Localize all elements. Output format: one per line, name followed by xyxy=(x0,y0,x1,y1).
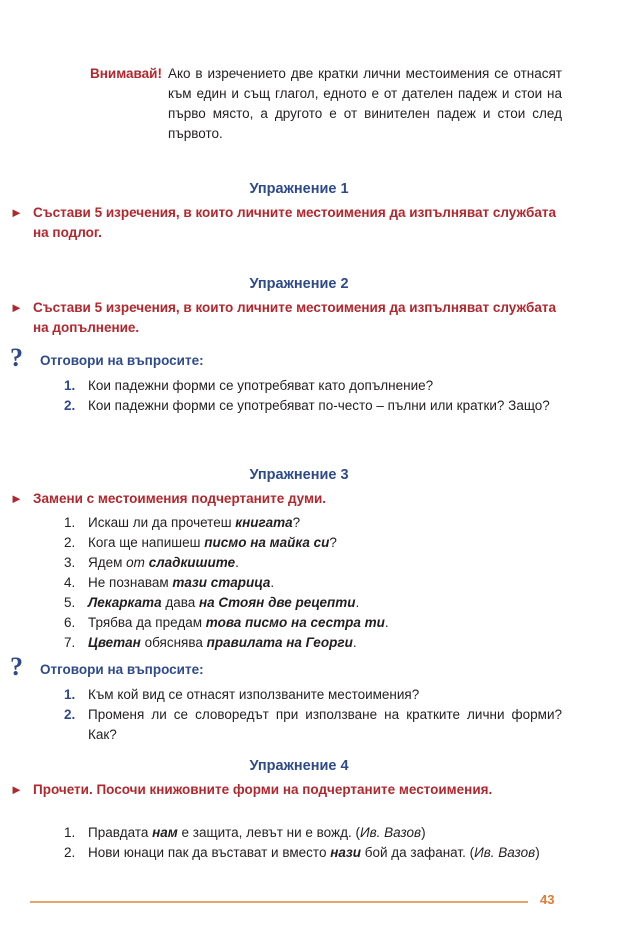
underlined-word: нази xyxy=(330,845,361,860)
exercise-2-task-text: Състави 5 изречения, в които личните местоимения да изпълняват службата на допълнение. xyxy=(33,300,556,335)
plain-text: . xyxy=(384,615,389,630)
underlined-word: тази старица xyxy=(172,575,271,590)
exercise-4-sentences xyxy=(64,823,562,863)
plain-text: ) xyxy=(535,845,540,860)
italic-word: от xyxy=(126,555,149,570)
underlined-word: това писмо на сестра ти xyxy=(205,615,385,630)
item-number: 4. xyxy=(64,575,76,590)
item-text: Към кой вид се отнасят използваните местоимения? xyxy=(88,687,420,702)
exercise-3-questions xyxy=(64,685,562,745)
exercise-2-title: Упражнение 2 xyxy=(249,276,349,292)
item-number: 7. xyxy=(64,635,76,650)
list-item xyxy=(64,613,562,633)
question-mark-icon: ? xyxy=(10,652,23,681)
plain-text: е защита, левът ни е вожд. ( xyxy=(177,825,360,840)
underlined-word: сладкишите xyxy=(148,555,236,570)
exercise-2-questions xyxy=(64,376,562,416)
underlined-word: на Стоян две рецепти xyxy=(199,595,356,610)
item-number: 2. xyxy=(64,535,76,550)
warning-note xyxy=(90,64,562,144)
list-item xyxy=(64,633,562,653)
triangle-icon: ► xyxy=(10,782,23,797)
underlined-word: книгата xyxy=(235,515,293,530)
plain-text: ? xyxy=(292,515,301,530)
exercise-3-questions-head xyxy=(10,652,204,681)
plain-text: ) xyxy=(421,825,426,840)
page-number: 43 xyxy=(540,892,555,907)
list-item xyxy=(64,593,562,613)
item-text: Променя ли се словоредът при използване на кратките лични форми? Как? xyxy=(88,707,562,742)
list-item xyxy=(64,533,562,553)
exercise-1-task xyxy=(10,203,562,243)
underlined-word: нам xyxy=(152,825,178,840)
list-item xyxy=(64,685,562,705)
underlined-word: писмо на майка си xyxy=(204,535,330,550)
questions-head-label: Отговори на въпросите: xyxy=(40,662,204,677)
plain-text: Трябва да предам xyxy=(88,615,206,630)
plain-text: . xyxy=(235,555,239,570)
triangle-icon: ► xyxy=(10,205,23,220)
exercise-4-task-text: Прочети. Посочи книжовните форми на подчертаните местоимения. xyxy=(33,782,493,797)
exercise-1-title: Упражнение 1 xyxy=(249,181,349,197)
plain-text: . xyxy=(355,595,360,610)
item-number: 2. xyxy=(64,398,76,413)
list-item xyxy=(64,573,562,593)
plain-text: . xyxy=(270,575,275,590)
list-item xyxy=(64,843,562,863)
plain-text: Не познавам xyxy=(88,575,173,590)
exercise-3-title: Упражнение 3 xyxy=(249,467,349,483)
plain-text: обяснява xyxy=(140,635,207,650)
exercise-2-task xyxy=(10,298,562,338)
underlined-word: Цветан xyxy=(88,635,141,650)
list-item xyxy=(64,513,562,533)
list-item xyxy=(64,553,562,573)
item-number: 6. xyxy=(64,615,76,630)
exercise-3-task xyxy=(10,489,562,509)
item-number: 1. xyxy=(64,378,76,393)
list-item xyxy=(64,823,562,843)
plain-text: бой да зафанат. ( xyxy=(361,845,475,860)
item-number: 2. xyxy=(64,845,76,860)
item-text: Кои падежни форми се употребяват като допълнение? xyxy=(88,378,434,393)
exercise-2-questions-head xyxy=(10,343,204,372)
plain-text: . xyxy=(352,635,357,650)
underlined-word: Лекарката xyxy=(88,595,162,610)
warning-text: Ако в изречението две кратки лични местоимения се отнасят към един и същ глагол, едното е от дателен падеж и стои на първо място, а другото е от винителен падеж и стои след първото. xyxy=(167,66,562,141)
plain-text: Ядем xyxy=(88,555,127,570)
plain-text: Правдата xyxy=(88,825,153,840)
triangle-icon: ► xyxy=(10,491,23,506)
item-text: Кои падежни форми се употребяват по-често – пълни или кратки? Защо? xyxy=(88,398,550,413)
underlined-word: правилата на Георги xyxy=(206,635,353,650)
question-mark-icon: ? xyxy=(10,343,23,372)
item-number: 2. xyxy=(64,707,76,722)
questions-head-label: Отговори на въпросите: xyxy=(40,353,204,368)
plain-text: Кога ще напишеш xyxy=(88,535,205,550)
plain-text: Искаш ли да прочетеш xyxy=(88,515,236,530)
footer-rule xyxy=(30,901,528,903)
exercise-3-sentences xyxy=(64,513,562,653)
plain-text: ? xyxy=(329,535,337,550)
item-number: 1. xyxy=(64,825,76,840)
exercise-4-title: Упражнение 4 xyxy=(249,758,349,774)
item-number: 3. xyxy=(64,555,76,570)
triangle-icon: ► xyxy=(10,300,23,315)
plain-text: Нови юнаци пак да въстават и вместо xyxy=(88,845,331,860)
exercise-3-task-text: Замени с местоимения подчертаните думи. xyxy=(33,491,327,506)
source-author: Ив. Вазов xyxy=(474,845,536,860)
list-item xyxy=(64,396,562,416)
warning-label: Внимавай! xyxy=(90,66,162,81)
exercise-4-task xyxy=(10,780,562,800)
plain-text: дава xyxy=(161,595,199,610)
list-item xyxy=(64,376,562,396)
item-number: 5. xyxy=(64,595,76,610)
item-number: 1. xyxy=(64,515,76,530)
source-author: Ив. Вазов xyxy=(359,825,422,840)
item-number: 1. xyxy=(64,687,76,702)
list-item xyxy=(64,705,562,745)
exercise-1-task-text: Състави 5 изречения, в които личните местоимения да изпълняват службата на подлог. xyxy=(33,205,556,240)
